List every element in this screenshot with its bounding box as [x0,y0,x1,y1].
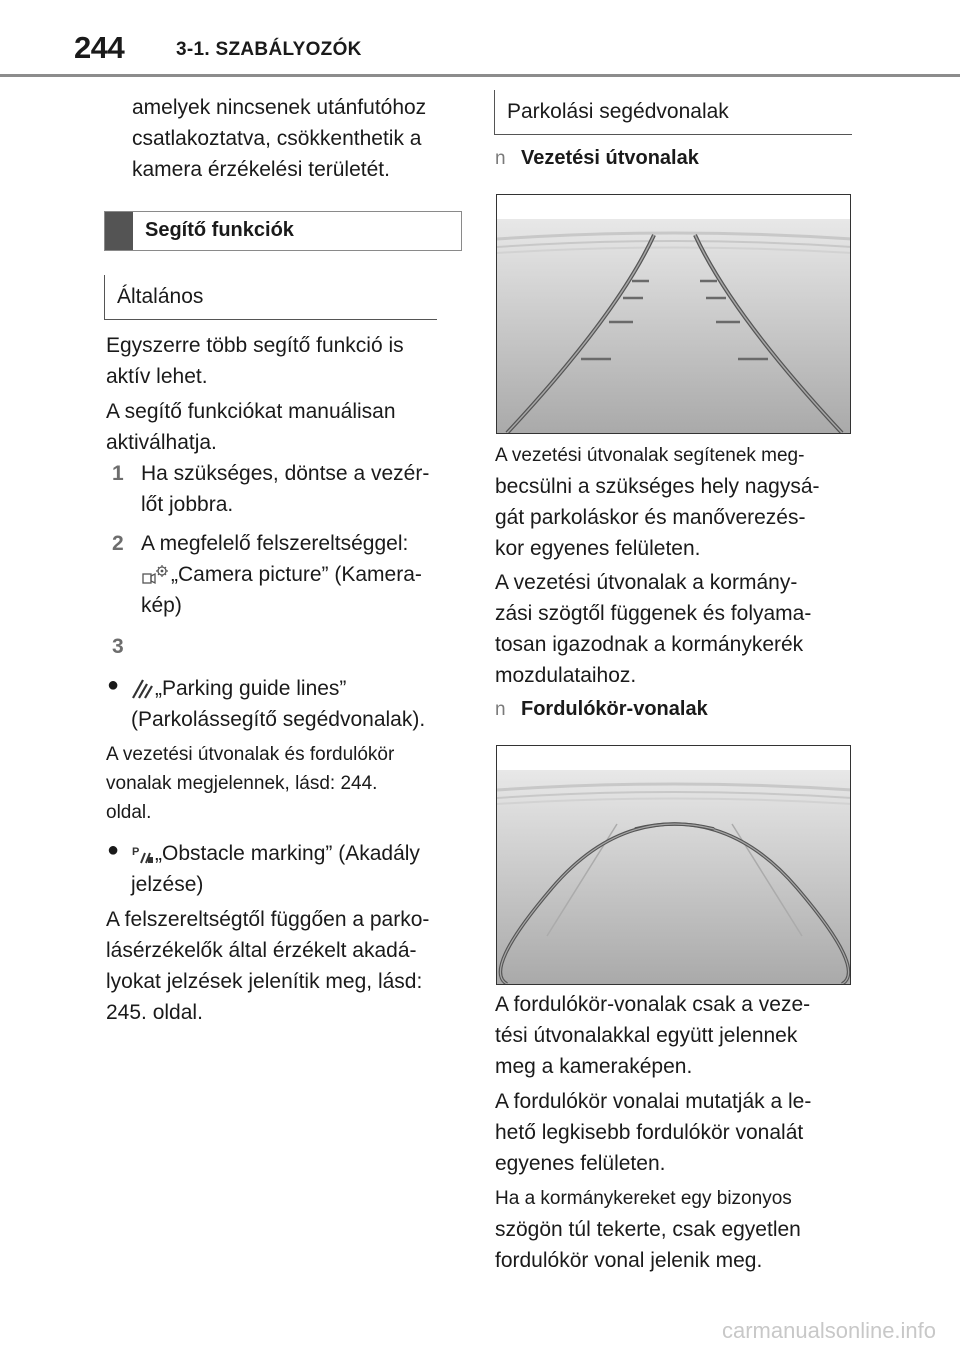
paragraph-1: Egyszerre több segítő funkció is aktív lehet. [106,334,404,388]
step-3-number: 3 [112,635,124,658]
turning-circle-description-3: Ha a kormánykereket egy bizonyos szögön túl tekerte, csak egyetlen fordulókör vonal jelenik meg. [495,1188,801,1272]
header-rule [0,74,960,77]
driving-paths-description-2: A vezetési útvonalak a kormány- zási szögtől függenek és folyama- tosan igazodnak a kormánykerék mozdulataihoz. [495,571,812,687]
bullet-dot: ● [107,674,120,696]
subheading-parking-guide-lines: Parkolási segédvonalak [494,90,729,134]
turning-circle-description-1: A fordulókör-vonalak csak a veze- tési útvonalakkal együtt jelennek meg a kameraképen. [495,993,811,1078]
step-2-text: A megfelelő felszereltséggel: „Camera picture” (Kamera- kép) [141,532,422,617]
list-marker: n [495,148,506,169]
heading-bar [105,212,133,250]
step-2-number: 2 [112,532,124,555]
turning-circle-lines-illustration [496,745,851,985]
subheading-rule [494,134,852,135]
intro-text: amelyek nincsenek utánfutóhoz csatlakoztatva, csökkenthetik a kamera érzékelési területét. [132,96,427,181]
bullet-parking-guide-lines: „Parking guide lines” (Parkolássegítő segédvonalak). [131,677,426,731]
step-1-number: 1 [112,462,124,485]
note-guide-lines: A vezetési útvonalak és fordulókör vonalak megjelennek, lásd: 244. oldal. [106,744,395,823]
bullet-obstacle-marking: P „Obstacle marking” (Akadály jelzése) [131,842,420,896]
driving-paths-description-1: A vezetési útvonalak segítenek meg- becsülni a szükséges hely nagysá- gát parkoláskor és manőverezés- kor egyenes felületen. [495,445,820,560]
svg-text:P: P [132,846,140,859]
camera-settings-icon [141,563,171,587]
section-heading: Segítő funkciók [145,219,294,241]
obstacle-marking-icon [131,843,155,865]
section-title: 3-1. SZABÁLYOZÓK [176,39,362,60]
parking-guide-lines-icon [131,678,155,700]
watermark: carmanualsonline.info [722,1318,937,1343]
bullet-dot: ● [107,839,120,861]
paragraph-3: A felszereltségtől függően a parko- lásérzékelők által érzékelt akadá- lyokat jelzések jelenítik meg, lásd: 245. oldal. [106,908,430,1024]
section-heading-box [104,211,462,251]
paragraph-2: A segítő funkciókat manuálisan aktiválhatja. [106,400,396,454]
driving-paths-illustration [496,194,851,434]
step-1-text: Ha szükséges, döntse a vezér- lőt jobbra. [141,462,430,516]
subheading-rule [104,319,437,320]
subheading-general: Általános [104,275,203,319]
item-title-turning-circle-lines: Fordulókör-vonalak [521,698,708,720]
turning-circle-description-2: A fordulókör vonalai mutatják a le- hető legkisebb fordulókör vonalát egyenes felületen. [495,1090,812,1175]
page-number: 244 [74,30,125,65]
item-title-driving-paths: Vezetési útvonalak [521,147,699,169]
list-marker: n [495,699,506,720]
